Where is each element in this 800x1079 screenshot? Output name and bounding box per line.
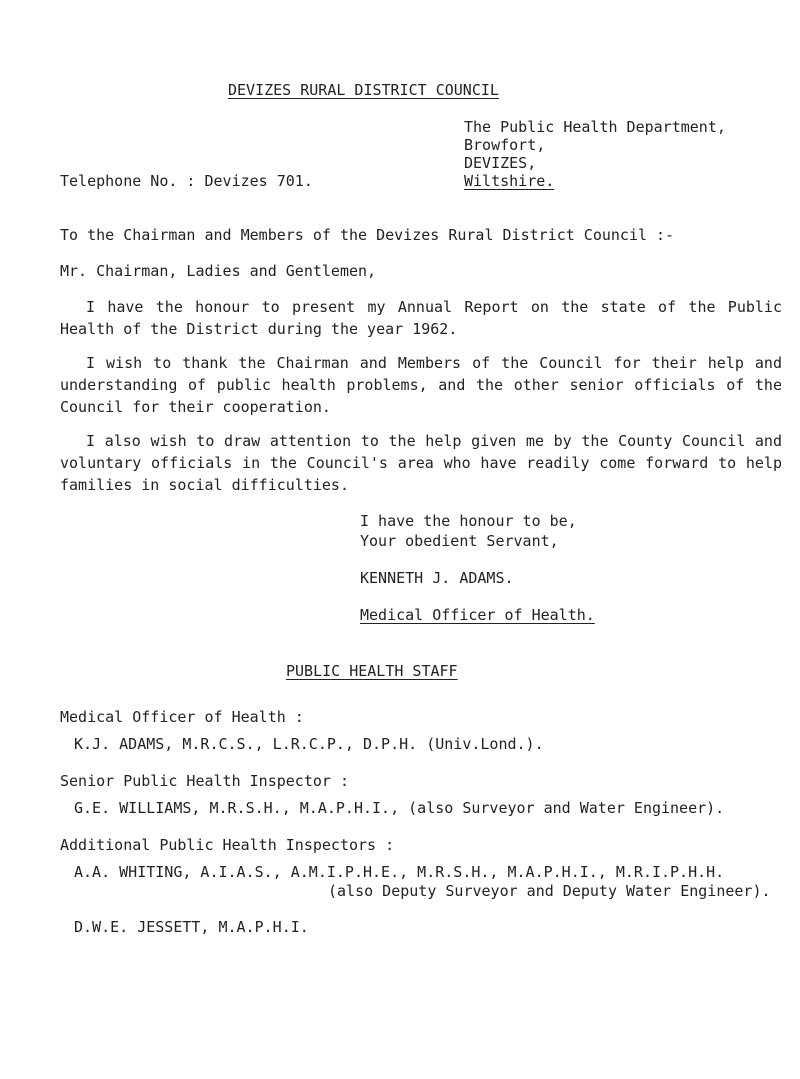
address-line-4: Wiltshire. (464, 172, 555, 190)
signature-title: Medical Officer of Health. (360, 606, 595, 624)
telephone-line: Telephone No. : Devizes 701. (60, 172, 313, 190)
paragraph-2: I wish to thank the Chairman and Members of the Council for their help and understanding of public health problems, and the other senior officials of the Council for their cooperation. (60, 354, 782, 416)
signature: KENNETH J. ADAMS. (360, 569, 514, 587)
sphi-role: Senior Public Health Inspector : (60, 772, 349, 790)
aphi-name-1: A.A. WHITING, A.I.A.S., A.M.I.P.H.E., M.R.S.H., M.A.P.H.I., M.R.I.P.H.H. (74, 863, 725, 881)
address-line-2: Browfort, (464, 136, 546, 154)
salutation: Mr. Chairman, Ladies and Gentlemen, (60, 262, 377, 280)
aphi-name-2: D.W.E. JESSETT, M.A.P.H.I. (74, 918, 309, 936)
address-line-1: The Public Health Department, (464, 118, 726, 136)
aphi-name-1-note: (also Deputy Surveyor and Deputy Water Engineer). (328, 882, 771, 900)
address-line-3: DEVIZES, (464, 154, 537, 172)
closing-line-2: Your obedient Servant, (360, 532, 559, 550)
council-title: DEVIZES RURAL DISTRICT COUNCIL (228, 81, 499, 99)
aphi-role: Additional Public Health Inspectors : (60, 836, 395, 854)
staff-heading: PUBLIC HEALTH STAFF (286, 662, 458, 680)
addressee-line: To the Chairman and Members of the Devizes Rural District Council :- (60, 226, 675, 244)
sphi-name: G.E. WILLIAMS, M.R.S.H., M.A.P.H.I., (also Surveyor and Water Engineer). (74, 799, 725, 817)
paragraph-1: I have the honour to present my Annual Report on the state of the Public Health of the District during the year 1962. (60, 298, 782, 338)
moh-name: K.J. ADAMS, M.R.C.S., L.R.C.P., D.P.H. (Univ.Lond.). (74, 735, 544, 753)
paragraph-3: I also wish to draw attention to the help given me by the County Council and voluntary officials in the Council's area who have readily come forward to help families in social difficulties. (60, 432, 782, 494)
moh-role: Medical Officer of Health : (60, 708, 304, 726)
closing-line-1: I have the honour to be, (360, 512, 577, 530)
